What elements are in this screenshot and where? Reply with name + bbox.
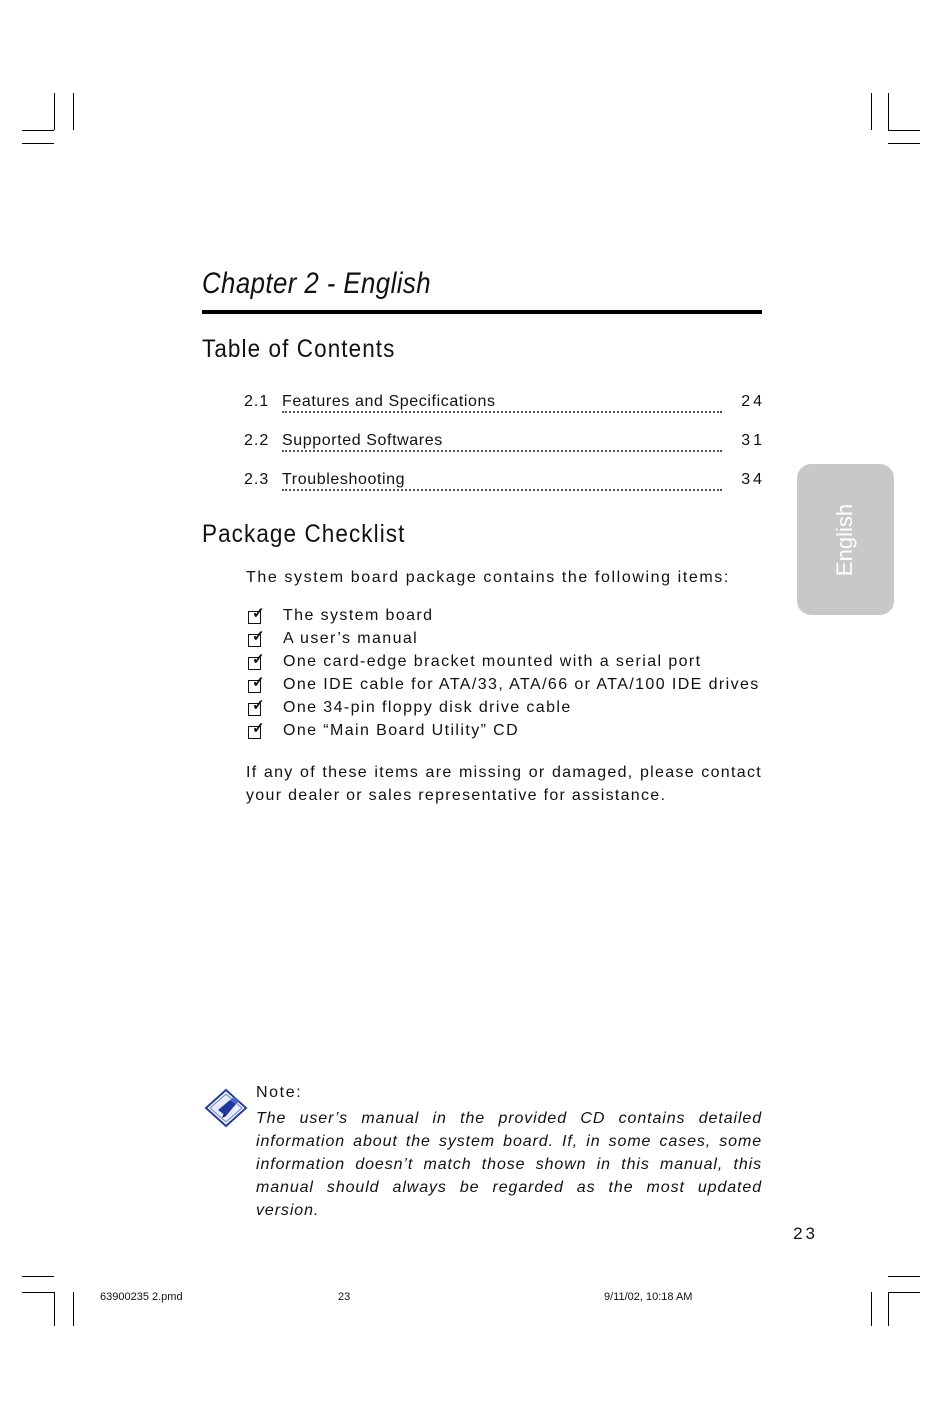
- checklist-outro: If any of these items are missing or damaged, please contact your dealer or sales representative for assistance.: [246, 764, 762, 804]
- checked-box-icon: ✓: [248, 657, 261, 670]
- toc-entry-number: 2.2: [244, 432, 270, 449]
- footer-timestamp: 9/11/02, 10:18 AM: [604, 1291, 693, 1303]
- checked-box-icon: ✓: [248, 634, 261, 647]
- checklist-item-label: One 34-pin floppy disk drive cable: [283, 699, 572, 716]
- language-tab[interactable]: [797, 464, 894, 615]
- checklist-item-label: A user’s manual: [283, 630, 419, 647]
- footer-filename: 63900235 2.pmd: [100, 1291, 183, 1303]
- toc-entry-number: 2.1: [244, 393, 270, 410]
- page-number: 23: [793, 1224, 818, 1243]
- checked-box-icon: ✓: [248, 726, 261, 739]
- toc-leader: [282, 489, 722, 491]
- checked-box-icon: ✓: [248, 703, 261, 716]
- checklist-item-label: One card-edge bracket mounted with a serial port: [283, 653, 702, 670]
- checklist-heading: Package Checklist: [202, 520, 406, 548]
- checklist-item-label: The system board: [283, 607, 434, 624]
- note-text: The user’s manual in the provided CD contains detailed information about the system board. If, in some cases, some information doesn’t match those shown in this manual, this manual should always be regarded as the most updated version.: [256, 1110, 762, 1219]
- toc-leader: [282, 450, 722, 452]
- chapter-title: Chapter 2 - English: [202, 267, 432, 300]
- checklist-intro: The system board package contains the following items:: [246, 569, 730, 586]
- toc-entry-number: 2.3: [244, 471, 270, 488]
- toc-leader: [282, 411, 722, 413]
- toc-entry[interactable]: [244, 471, 765, 495]
- footer-page: 23: [338, 1291, 351, 1303]
- toc-entry-title: Features and Specifications: [282, 393, 496, 410]
- note-label: Note:: [256, 1084, 303, 1101]
- toc-entry-title: Supported Softwares: [282, 432, 443, 449]
- note-pencil-icon: [204, 1088, 248, 1128]
- checked-box-icon: ✓: [248, 680, 261, 693]
- chapter-divider: [202, 310, 762, 314]
- checklist-item-label: One IDE cable for ATA/33, ATA/66 or ATA/100 IDE drives: [283, 676, 760, 693]
- checklist-item-label: One “Main Board Utility” CD: [283, 722, 520, 739]
- toc-entry[interactable]: [244, 432, 765, 456]
- toc-heading: Table of Contents: [202, 335, 396, 363]
- toc-entry-page: 31: [741, 432, 765, 449]
- toc-entry-page: 24: [741, 393, 765, 410]
- toc-entry-title: Troubleshooting: [282, 471, 406, 488]
- toc-entry-page: 34: [741, 471, 765, 488]
- language-tab-label: English: [832, 503, 857, 577]
- toc-entry[interactable]: [244, 393, 765, 417]
- checked-box-icon: ✓: [248, 611, 261, 624]
